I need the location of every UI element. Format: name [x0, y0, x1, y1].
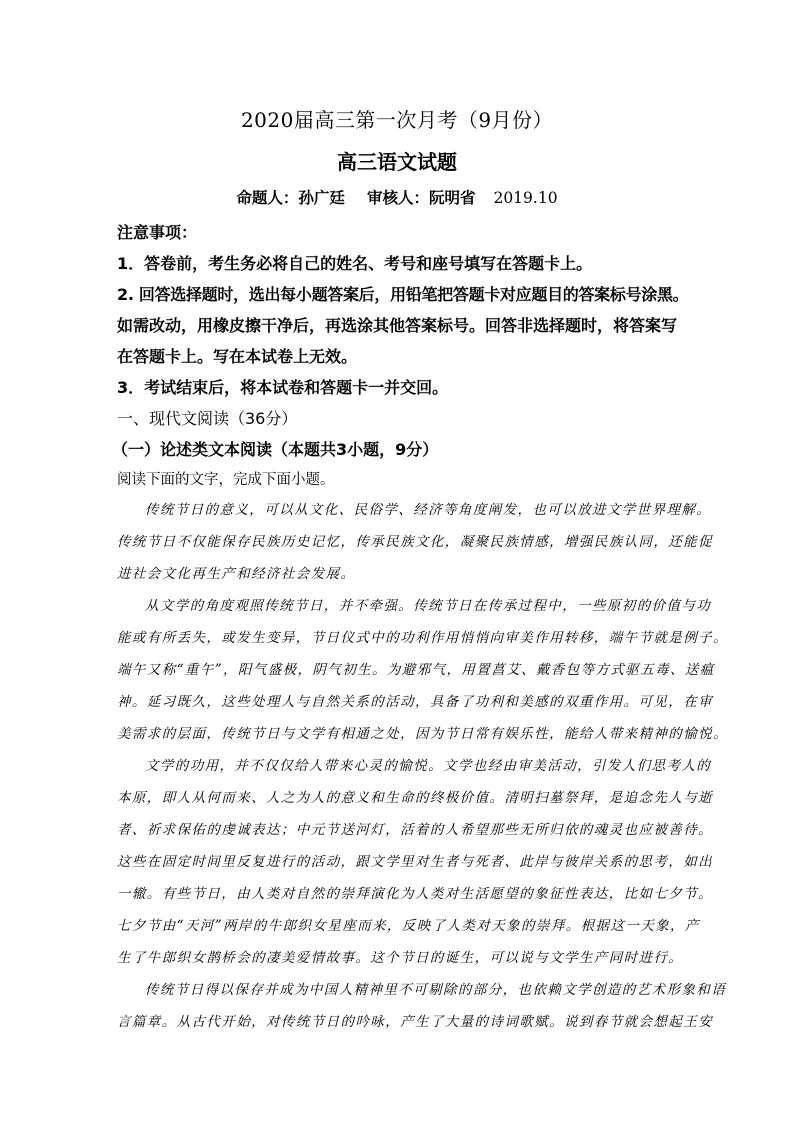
- passage-line: 从文学的角度观照传统节日，并不牵强。传统节日在传承过程中，一些原初的价值与功: [145, 598, 712, 614]
- section-heading: 一、现代文阅读（36分）: [117, 409, 298, 428]
- passage-line: 言篇章。从古代开始，对传统节日的吟咏，产生了大量的诗词歌赋。说到春节就会想起王安: [117, 1014, 713, 1030]
- passage-line: 生了牛郎织女鹊桥会的凄美爱情故事。这个节日的诞生，可以说与文学生产同时进行。: [117, 950, 684, 966]
- author-name: 命题人：孙广廷: [236, 188, 345, 207]
- instruction-text: 阅读下面的文字，完成下面小题。: [117, 472, 335, 488]
- passage-line: 七夕节由“天河”两岸的牛郎织女星座而来，反映了人类对天象的崇拜。根据这一天象，产: [117, 918, 700, 934]
- notice-heading: 注意事项：: [117, 223, 198, 242]
- passage-line: 能或有所丢失，或发生变异，节日仪式中的功利作用悄悄向审美作用转移，端午节就是例子。: [117, 630, 728, 646]
- passage-line: 者、祈求保佑的虔诚表达；中元节送河灯，活着的人希望那些无所归依的魂灵也应被善待。: [117, 822, 713, 838]
- passage-line: 传统节日得以保存并成为中国人精神里不可剔除的部分，也依赖文学创造的艺术形象和语: [145, 982, 727, 998]
- notice-item: 3．考试结束后，将本试卷和答题卡一并交回。: [117, 378, 449, 397]
- passage-line: 端午又称“重午”，阳气盛极，阴气初生。为避邪气，用置菖艾、戴香包等方式驱五毒、送瘟: [117, 662, 715, 678]
- notice-item: 1．答卷前，考生务必将自己的姓名、考号和座号填写在答题卡上。: [117, 254, 593, 273]
- passage-line: 进社会文化再生产和经济社会发展。: [117, 566, 356, 582]
- notice-item: 如需改动，用橡皮擦干净后，再选涂其他答案标号。回答非选择题时，将答案写: [117, 316, 678, 335]
- passage-line: 一辙。有些节日，由人类对自然的崇拜演化为人类对生活愿望的象征性表达，比如七夕节。: [117, 886, 713, 902]
- passage-line: 文学的功用，并不仅仅给人带来心灵的愉悦。文学也经由审美活动，引发人们思考人的: [145, 758, 712, 774]
- subject-title: 高三语文试题: [337, 150, 457, 174]
- passage-line: 本原，即人从何而来、人之为人的意义和生命的终极价值。清明扫墓祭拜，是追念先人与逝: [117, 790, 713, 806]
- exam-title: 2020届高三第一次月考（9月份）: [240, 108, 554, 132]
- passage-line: 神。延习既久，这些处理人与自然关系的活动，具备了功利和美感的双重作用。可见，在审: [117, 694, 713, 710]
- passage-line: 传统节日不仅能保存民族历史记忆，传承民族文化，凝聚民族情感，增强民族认同，还能促: [117, 534, 713, 550]
- notice-item: 在答题卡上。写在本试卷上无效。: [117, 347, 358, 366]
- notice-item: 2. 回答选择题时，选出每小题答案后，用铅笔把答题卡对应题目的答案标号涂黑。: [117, 285, 689, 304]
- passage-line: 美需求的层面，传统节日与文学有相通之处，因为节日常有娱乐性，能给人带来精神的愉悦。: [117, 726, 728, 742]
- passage-line: 这些在固定时间里反复进行的活动，跟文学里对生者与死者、此岸与彼岸关系的思考，如出: [117, 854, 713, 870]
- sub-section-heading: （一）论述类文本阅读（本题共3小题，9分）: [112, 440, 439, 459]
- passage-line: 传统节日的意义，可以从文化、民俗学、经济等角度阐发，也可以放进文学世界理解。: [145, 502, 712, 518]
- reviewer-name: 审核人：阮明省: [366, 188, 476, 207]
- exam-date: 2019.10: [493, 189, 558, 207]
- author-line: [0, 186, 794, 208]
